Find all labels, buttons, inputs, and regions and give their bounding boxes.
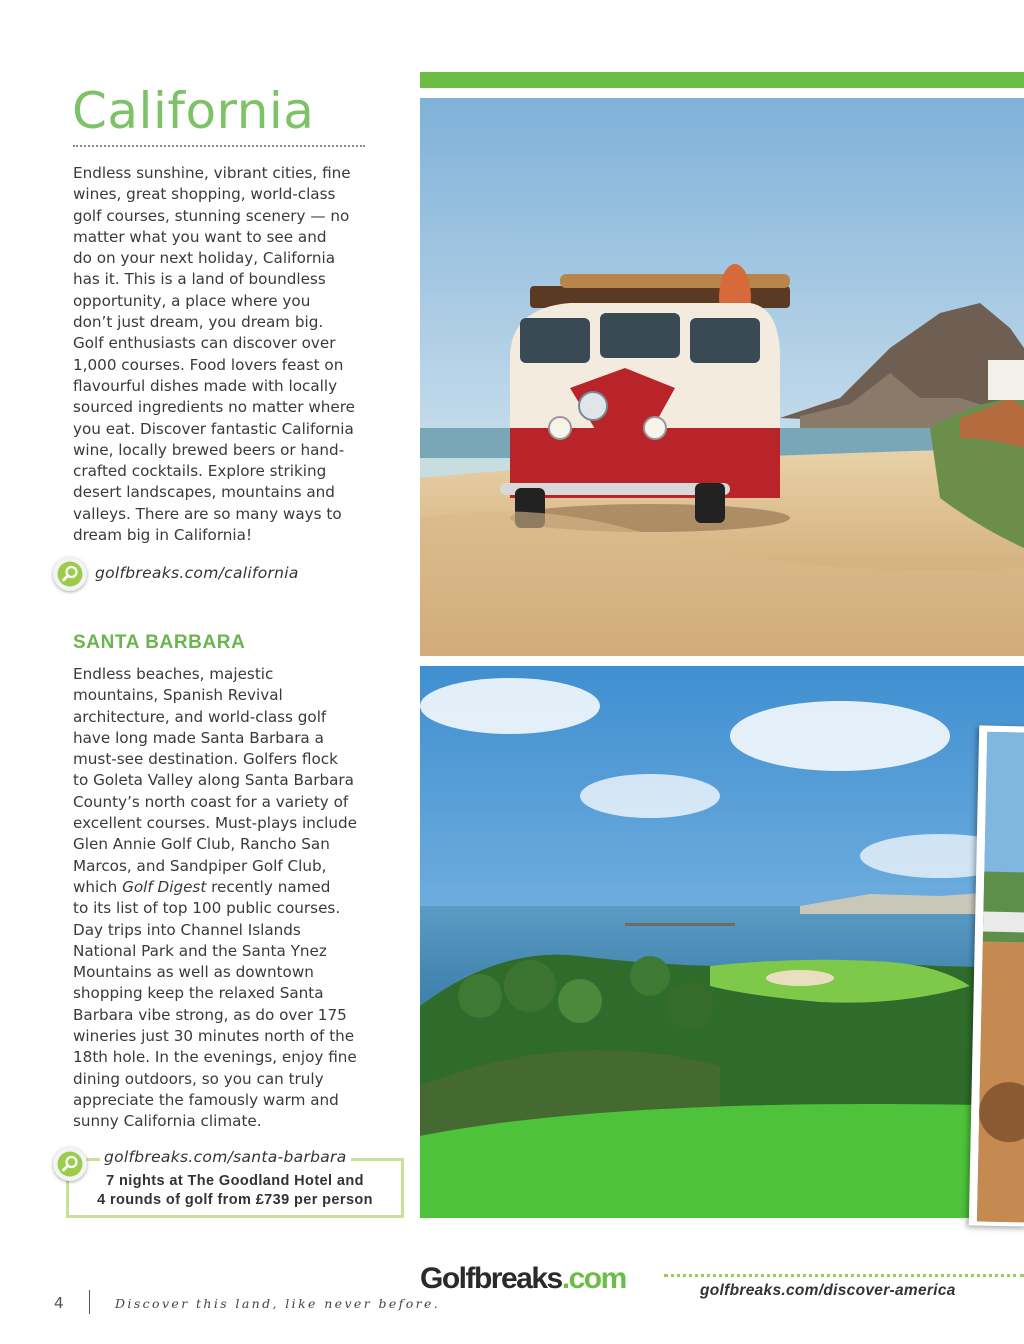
santa-barbara-paragraph <box>73 664 373 1133</box>
page-number: 4 <box>54 1294 64 1312</box>
santa-barbara-link[interactable]: golfbreaks.com/santa-barbara <box>100 1148 351 1166</box>
footer-dotted-rule <box>664 1274 1024 1277</box>
page-title: California <box>72 82 315 140</box>
search-icon <box>53 557 87 591</box>
logo-wordmark: Golfbreaks <box>420 1262 562 1295</box>
title-dotted-rule <box>73 145 365 147</box>
search-icon <box>53 1147 87 1181</box>
coastal-town-photo <box>969 725 1024 1226</box>
beach-van-photo <box>420 98 1024 656</box>
santa-barbara-heading: SANTA BARBARA <box>73 632 246 653</box>
santa-barbara-text-part-1: Endless beaches, majestic mountains, Spanish Revival architecture, and world-class golf have long made Santa Barbara a must-see destination. Golfers flock to Goleta Valley along Santa Barbara County’s north coast for a variety of excellent courses. Must-plays include Glen Annie Golf Club, Rancho San Marcos, and Sandpiper Golf Club, which <box>73 665 358 896</box>
offer-box <box>66 1158 404 1218</box>
intro-paragraph: Endless sunshine, vibrant cities, fine wines, great shopping, world-class golf courses, stunning scenery — no matter what you want to see and do on your next holiday, California has it. This is a land of boundless opportunity, a place where you don’t just dream, you dream big. Golf enthusiasts can discover over 1,000 courses. Food lovers feast on flavourful dishes made with locally sourced ingredients no matter where you eat. Discover fantastic California wine, locally brewed beers or hand- crafted cocktails. Explore striking desert landscapes, mountains and valleys. There are so many ways to dream big in California! <box>73 164 355 545</box>
discover-america-link[interactable]: golfbreaks.com/discover-america <box>700 1282 956 1299</box>
santa-barbara-text-part-2: recently named to its list of top 100 public courses. Day trips into Channel Islands National Park and the Santa Ynez Mountains as well as downtown shopping keep the relaxed Santa Barbara vibe strong, as do over 175 wineries just 30 minutes north of the 18th hole. In the evenings, enjoy fine dining outdoors, so you can truly appreciate the famously warm and sunny California climate. <box>73 877 357 1131</box>
offer-line-1: 7 nights at The Goodland Hotel and <box>106 1173 364 1189</box>
footer-divider <box>89 1290 90 1314</box>
golf-course-photo <box>420 666 1024 1218</box>
logo-dotcom: .com <box>561 1262 626 1295</box>
california-link[interactable]: golfbreaks.com/california <box>95 564 299 582</box>
top-accent-bar <box>420 72 1024 88</box>
golfbreaks-logo <box>420 1262 626 1296</box>
footer-tagline: Discover this land, like never before. <box>115 1296 441 1311</box>
offer-line-2: 4 rounds of golf from £739 per person <box>97 1192 373 1208</box>
golf-digest-title: Golf Digest <box>122 877 207 896</box>
